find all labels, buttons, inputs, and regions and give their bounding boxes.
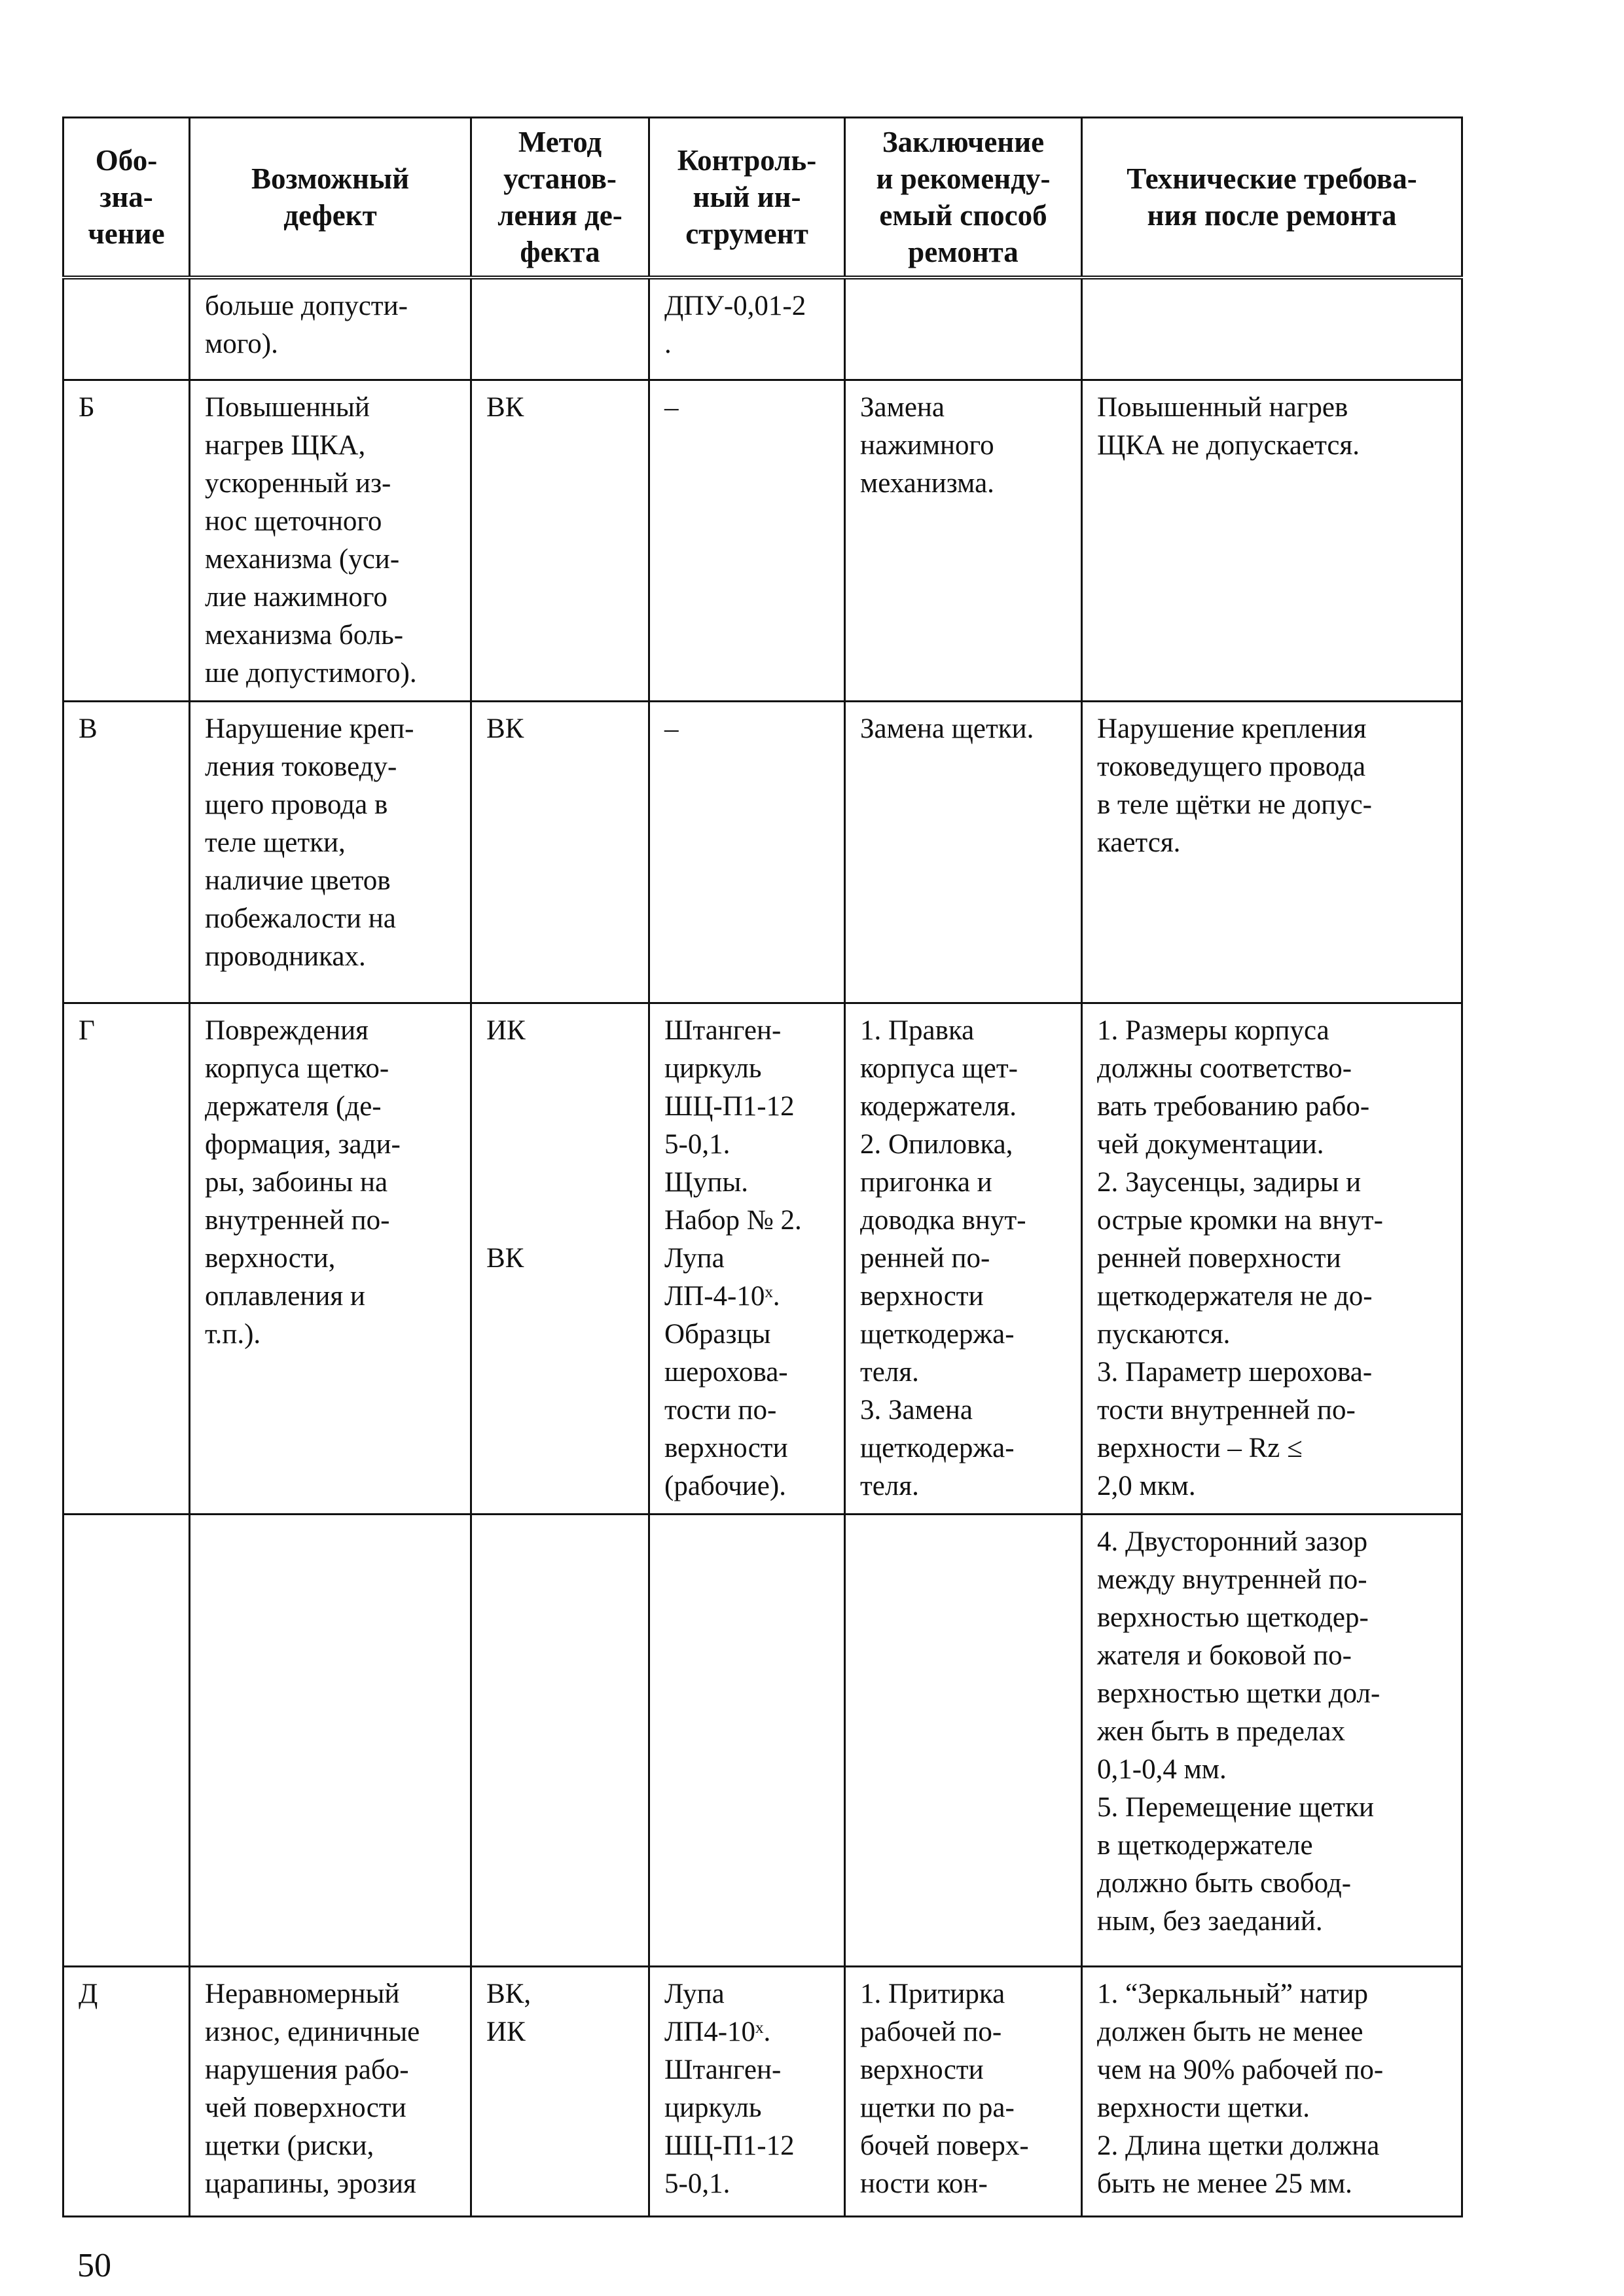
cell-method [471,1003,649,1515]
cell-designation: Б [63,380,190,702]
cell-defect: Повышенный нагрев ЩКА, ускоренный из- нос щеточного механизма (уси- лие нажимного механизма боль- ше допустимого). [190,380,471,702]
cell-defect: больше допусти- мого). [190,278,471,380]
cell-method [471,278,649,380]
cell-defect: Повреждения корпуса щетко- держателя (де- формация, зади- ры, забоины на внутренней по- верхности, оплавления и т.п.). [190,1003,471,1515]
cell-tool: – [649,380,845,702]
header-defect: Возможный дефект [190,118,471,278]
table-row [63,278,1462,380]
cell-tool: – [649,702,845,1003]
cell-method: ВК [471,380,649,702]
cell-tool: Штанген- циркуль ШЦ-П1-12 5-0,1. Щупы. Набор № 2. Лупа ЛП-4-10ˣ. Образцы шерохова- тости по- верхности (рабочие). [649,1003,845,1515]
cell-defect: Нарушение креп- ления токоведу- щего провода в теле щетки, наличие цветов побежалости на проводниках. [190,702,471,1003]
method-primary: ИК [486,1015,526,1046]
header-method: Метод установ- ления де- фекта [471,118,649,278]
cell-repair: Замена щетки. [845,702,1082,1003]
table-row [63,1967,1462,2217]
cell-requirements: 1. “Зеркальный” натир должен быть не менее чем на 90% рабочей по- верхности щетки. 2. Длина щетки должна быть не менее 25 мм. [1082,1967,1462,2217]
header-designation: Обо- зна- чение [63,118,190,278]
cell-defect: Неравномерный износ, единичные нарушения рабо- чей поверхности щетки (риски, царапины, эрозия [190,1967,471,2217]
table-row [63,702,1462,1003]
cell-repair [845,278,1082,380]
header-row [63,118,1462,278]
page-number: 50 [77,2247,111,2284]
cell-designation [63,1515,190,1967]
defects-table [62,117,1463,2217]
cell-repair: 1. Правка корпуса щет- кодержателя. 2. Опиловка, пригонка и доводка внут- ренней по- верхности щеткодержа- теля. 3. Замена щеткодержа- теля. [845,1003,1082,1515]
table-row [63,380,1462,702]
cell-method [471,1515,649,1967]
header-requirements: Технические требова- ния после ремонта [1082,118,1462,278]
cell-designation: Д [63,1967,190,2217]
cell-tool: Лупа ЛП4-10ˣ. Штанген- циркуль ШЦ-П1-12 5-0,1. [649,1967,845,2217]
cell-tool: ДПУ-0,01-2 . [649,278,845,380]
cell-requirements [1082,278,1462,380]
cell-repair [845,1515,1082,1967]
cell-requirements: 1. Размеры корпуса должны соответство- вать требованию рабо- чей документации. 2. Заусенцы, задиры и острые кромки на внут- ренней поверхности щеткодержателя не до- пускаются. 3. Параметр шерохова- тости внутренней по- верхности – Rz ≤ 2,0 мкм. [1082,1003,1462,1515]
table-header [63,118,1462,278]
cell-repair: Замена нажимного механизма. [845,380,1082,702]
header-tool: Контроль- ный ин- струмент [649,118,845,278]
cell-method: ВК, ИК [471,1967,649,2217]
cell-requirements: 4. Двусторонний зазор между внутренней по- верхностью щеткодер- жателя и боковой по- верхностью щетки дол- жен быть в пределах 0,1-0,4 мм. 5. Перемещение щетки в щеткодержателе должно быть свобод- ным, без заеданий. [1082,1515,1462,1967]
cell-designation: В [63,702,190,1003]
cell-repair: 1. Притирка рабочей по- верхности щетки по ра- бочей поверх- ности кон- [845,1967,1082,2217]
cell-requirements: Нарушение крепления токоведущего провода в теле щётки не допус- кается. [1082,702,1462,1003]
table-row [63,1003,1462,1515]
cell-tool [649,1515,845,1967]
table-row [63,1515,1462,1967]
method-spacer [486,1050,634,1240]
method-secondary: ВК [486,1243,524,1274]
cell-requirements: Повышенный нагрев ЩКА не допускается. [1082,380,1462,702]
cell-defect [190,1515,471,1967]
header-repair: Заключение и рекоменду- емый способ ремонта [845,118,1082,278]
cell-designation [63,278,190,380]
cell-designation: Г [63,1003,190,1515]
cell-method: ВК [471,702,649,1003]
